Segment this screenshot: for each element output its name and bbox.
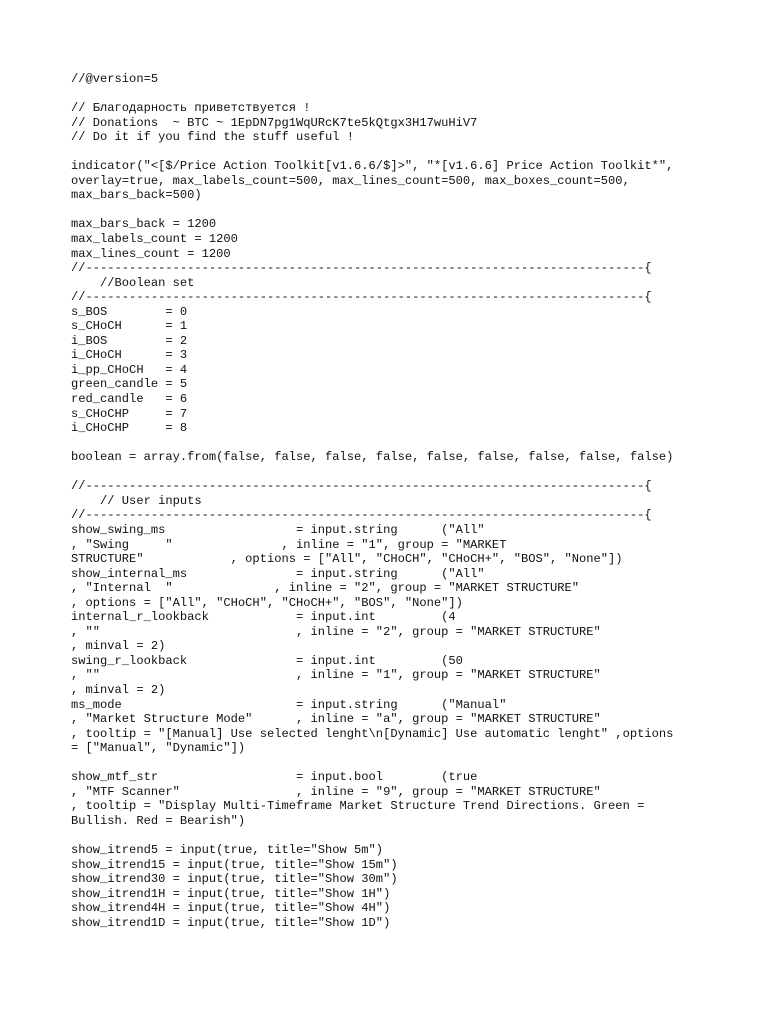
code-line: s_CHoCH = 1 [71,319,188,334]
code-line: STRUCTURE" , options = ["All", "CHoCH", "CHoCH+", "BOS", "None"]) [71,552,623,567]
code-line: i_pp_CHoCH = 4 [71,362,188,377]
code-line: , "Internal " , inline = "2", group = "MARKET STRUCTURE" [71,581,580,596]
blank-line [71,203,751,218]
code-line: //Boolean set [71,275,195,290]
code-line: , "" , inline = "2", group = "MARKET STRUCTURE" [71,624,601,639]
code-line: s_CHoCHP = 7 [71,406,188,421]
code-line: show_internal_ms = input.string ("All" [71,566,485,581]
code-line: // User inputs [71,493,202,508]
code-line: , minval = 2) [71,682,166,697]
code-line: show_itrend1H = input(true, title="Show 1H") [71,886,391,901]
code-line: , tooltip = "[Manual] Use selected lenght\n[Dynamic] Use automatic lenght" ,options [71,726,674,741]
code-block [71,72,751,930]
code-line: boolean = array.from(false, false, false, false, false, false, false, false, false) [71,450,674,465]
code-line: //-----------------------------------------------------------------------------{ [71,479,652,494]
code-line: i_BOS = 2 [71,333,188,348]
code-line: , minval = 2) [71,639,166,654]
code-line: show_itrend30 = input(true, title="Show 30m") [71,872,398,887]
code-line: show_itrend15 = input(true, title="Show 15m") [71,857,398,872]
code-line: //-----------------------------------------------------------------------------{ [71,261,652,276]
code-line: // Do it if you find the stuff useful ! [71,130,355,145]
blank-line [71,87,751,102]
code-line: indicator("<[$/Price Action Toolkit[v1.6.6/$]>", "*[v1.6.6] Price Action Toolkit*", [71,159,674,174]
code-line: //-----------------------------------------------------------------------------{ [71,508,652,523]
code-line: , "Market Structure Mode" , inline = "a", group = "MARKET STRUCTURE" [71,712,601,727]
code-line: green_candle = 5 [71,377,188,392]
code-line: show_itrend4H = input(true, title="Show 4H") [71,901,391,916]
code-line: swing_r_lookback = input.int (50 [71,653,463,668]
code-line: , options = ["All", "CHoCH", "CHoCH+", "BOS", "None"]) [71,595,463,610]
code-line: ms_mode = input.string ("Manual" [71,697,507,712]
code-line: = ["Manual", "Dynamic"]) [71,741,246,756]
code-line: overlay=true, max_labels_count=500, max_lines_count=500, max_boxes_count=500, [71,173,630,188]
code-line: internal_r_lookback = input.int (4 [71,610,456,625]
code-line: //@version=5 [71,72,159,86]
code-line: Bullish. Red = Bearish") [71,813,246,828]
code-line: , "Swing " , inline = "1", group = "MARKET [71,537,507,552]
code-line: max_bars_back = 1200 [71,217,217,232]
code-line: s_BOS = 0 [71,304,188,319]
blank-line [71,436,751,451]
code-line: , "" , inline = "1", group = "MARKET STRUCTURE" [71,668,601,683]
code-line: // Благодарность приветствуется ! [71,101,311,116]
code-line: max_lines_count = 1200 [71,246,231,261]
code-line: show_swing_ms = input.string ("All" [71,522,485,537]
code-line: i_CHoCH = 3 [71,348,188,363]
code-line: max_labels_count = 1200 [71,232,238,247]
code-line: // Donations ~ BTC ~ 1EpDN7pg1WqURcK7te5kQtgx3H17wuHiV7 [71,115,478,130]
code-line: i_CHoCHP = 8 [71,421,188,436]
blank-line [71,465,751,480]
blank-line [71,828,751,843]
code-line: show_mtf_str = input.bool (true [71,770,478,785]
code-line: , "MTF Scanner" , inline = "9", group = "MARKET STRUCTURE" [71,784,601,799]
blank-line [71,145,751,160]
code-line: show_itrend5 = input(true, title="Show 5m") [71,842,384,857]
code-line: //-----------------------------------------------------------------------------{ [71,290,652,305]
blank-line [71,756,751,771]
code-line: max_bars_back=500) [71,188,202,203]
code-line: , tooltip = "Display Multi-Timeframe Market Structure Trend Directions. Green = [71,799,645,814]
code-line: show_itrend1D = input(true, title="Show 1D") [71,915,391,930]
code-line: red_candle = 6 [71,392,188,407]
